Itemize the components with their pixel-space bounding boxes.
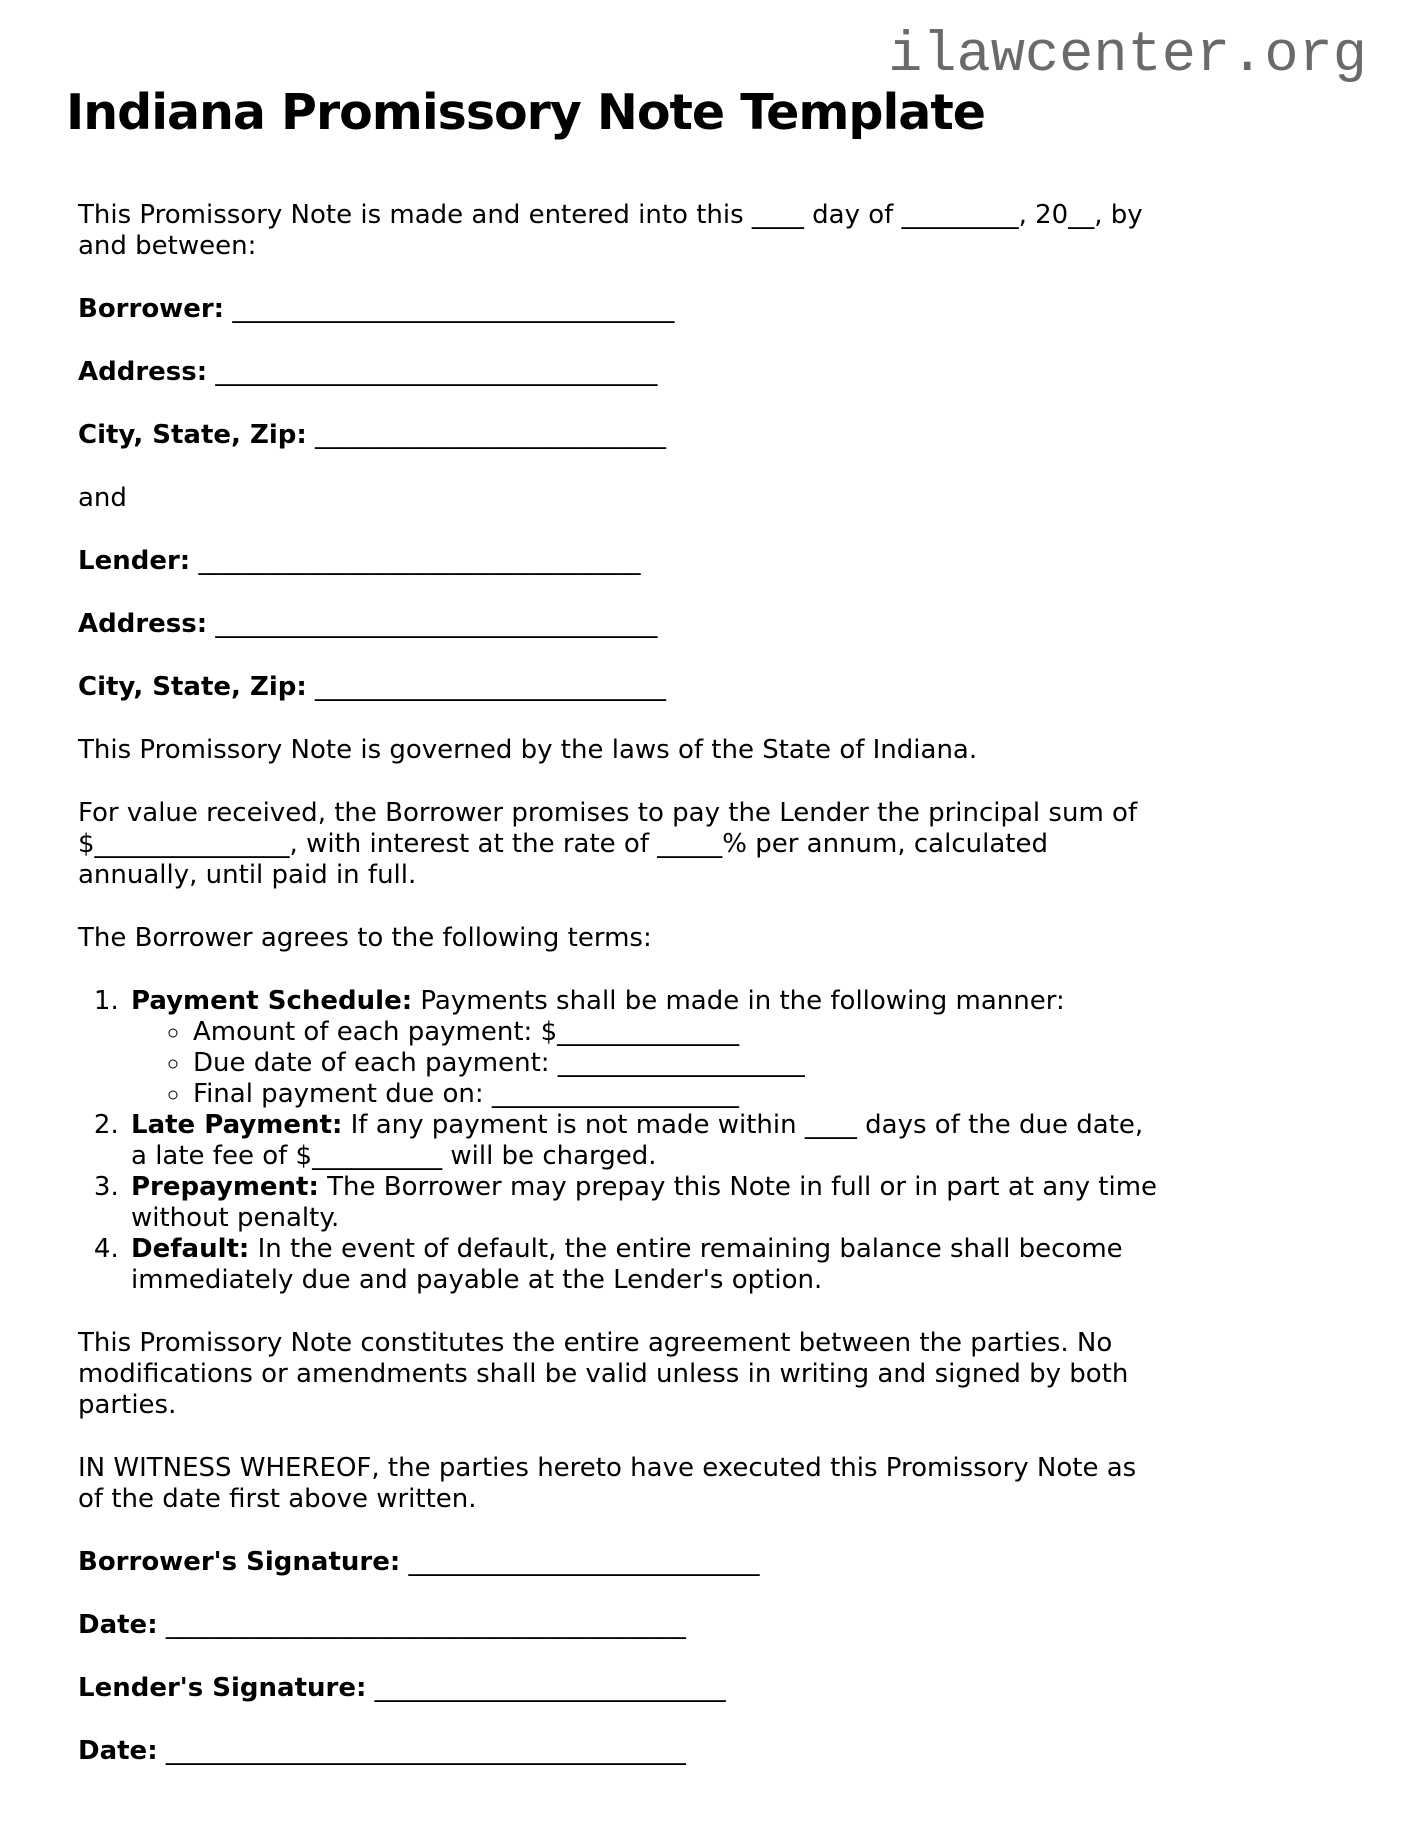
terms-intro-paragraph: The Borrower agrees to the following terms:	[78, 923, 652, 953]
borrower-signature-blank: ___________________________	[408, 1547, 760, 1577]
lender-date-label: Date:	[78, 1736, 158, 1766]
lender-date-blank: ________________________________________	[165, 1736, 686, 1766]
lender-city-state-zip-blank: ___________________________	[315, 672, 667, 702]
borrower-date-field	[78, 1610, 1158, 1641]
lender-address-label: Address:	[78, 609, 208, 639]
term-prepayment	[127, 1172, 1158, 1234]
connector-text: and	[78, 483, 127, 513]
site-logo: ilawcenter.org	[888, 24, 1367, 88]
lender-date-field	[78, 1736, 1158, 1767]
lender-address-blank: __________________________________	[215, 609, 658, 639]
term-late-payment	[127, 1110, 1158, 1172]
borrower-city-state-zip-field	[78, 420, 1158, 451]
borrower-signature-label: Borrower's Signature:	[78, 1547, 401, 1577]
term-payment-schedule	[127, 986, 1158, 1110]
borrower-date-blank: ________________________________________	[165, 1610, 686, 1640]
term-prepayment-title: Prepayment:	[131, 1172, 319, 1202]
lender-address-field	[78, 609, 1158, 640]
governing-law-paragraph: This Promissory Note is governed by the laws of the State of Indiana.	[78, 735, 978, 765]
borrower-date-label: Date:	[78, 1610, 158, 1640]
borrower-name-label: Borrower:	[78, 294, 225, 324]
consideration-paragraph: For value received, the Borrower promises to pay the Lender the principal sum of $_______________, with interest at the rate of _____% per annum, calculated annually, until paid in full.	[78, 798, 1138, 890]
borrower-signature-field	[78, 1547, 1158, 1578]
page-title: Indiana Promissory Note Template	[66, 84, 986, 141]
borrower-city-state-zip-blank: ___________________________	[315, 420, 667, 450]
borrower-name-field	[78, 294, 1158, 325]
entire-agreement-paragraph: This Promissory Note constitutes the entire agreement between the parties. No modifications or amendments shall be valid unless in writing and signed by both parties.	[78, 1328, 1129, 1420]
borrower-name-blank: __________________________________	[232, 294, 675, 324]
payment-schedule-sublist	[131, 1017, 1158, 1110]
witness-paragraph: IN WITNESS WHEREOF, the parties hereto have executed this Promissory Note as of the date first above written.	[78, 1453, 1137, 1514]
borrower-address-field	[78, 357, 1158, 388]
borrower-city-state-zip-label: City, State, Zip:	[78, 420, 307, 450]
lender-name-field	[78, 546, 1158, 577]
borrower-address-blank: __________________________________	[215, 357, 658, 387]
subterm-final-payment: ◦ Final payment due on: ___________________	[191, 1079, 1158, 1110]
term-late-payment-title: Late Payment:	[131, 1110, 343, 1140]
lender-city-state-zip-label: City, State, Zip:	[78, 672, 307, 702]
terms-list	[78, 986, 1158, 1296]
subterm-amount: ◦ Amount of each payment: $______________	[191, 1017, 1158, 1048]
term-payment-schedule-title: Payment Schedule:	[131, 986, 413, 1016]
borrower-address-label: Address:	[78, 357, 208, 387]
term-default-title: Default:	[131, 1234, 250, 1264]
lender-signature-blank: ___________________________	[374, 1673, 726, 1703]
subterm-due-date: ◦ Due date of each payment: ___________________	[191, 1048, 1158, 1079]
lender-city-state-zip-field	[78, 672, 1158, 703]
term-late-payment-text: If any payment is not made within ____ days of the due date, a late fee of $__________ will be charged.	[131, 1110, 1144, 1171]
intro-paragraph: This Promissory Note is made and entered into this ____ day of _________, 20__, by and between:	[78, 200, 1143, 261]
term-prepayment-text: The Borrower may prepay this Note in full or in part at any time without penalty.	[131, 1172, 1158, 1233]
lender-name-blank: __________________________________	[198, 546, 641, 576]
lender-signature-label: Lender's Signature:	[78, 1673, 367, 1703]
document-body	[78, 200, 1158, 1767]
lender-name-label: Lender:	[78, 546, 191, 576]
lender-signature-field	[78, 1673, 1158, 1704]
term-default	[127, 1234, 1158, 1296]
term-payment-schedule-text: Payments shall be made in the following manner:	[420, 986, 1065, 1016]
term-default-text: In the event of default, the entire remaining balance shall become immediately due and payable at the Lender's option.	[131, 1234, 1123, 1295]
